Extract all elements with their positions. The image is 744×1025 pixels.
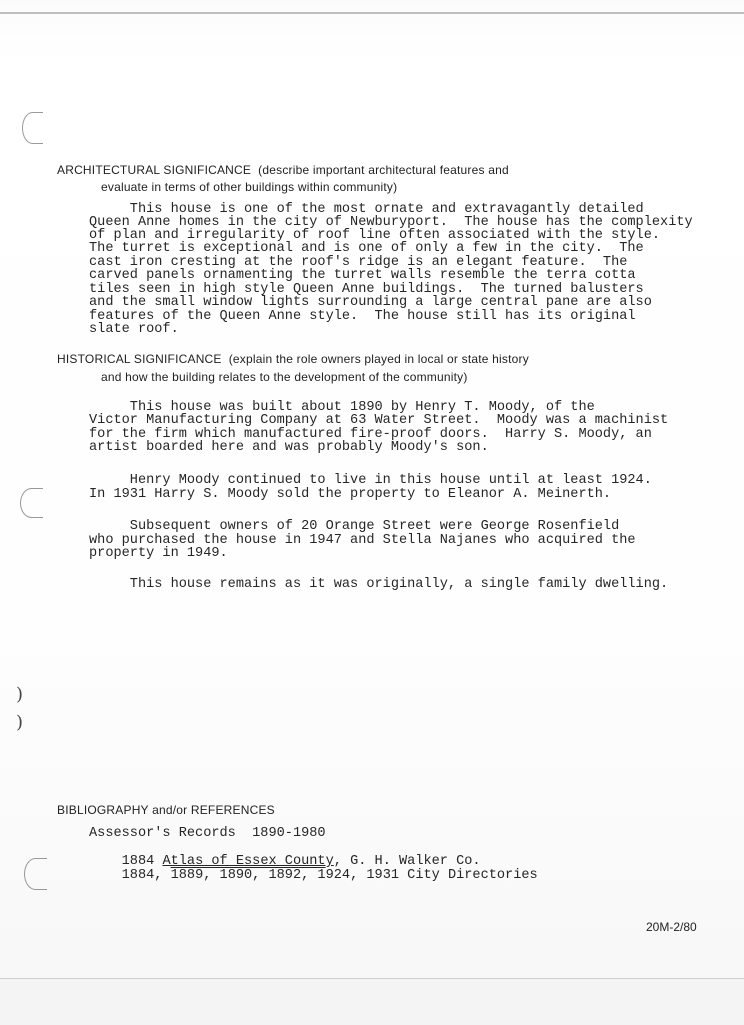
architectural-significance-subheading: evaluate in terms of other buildings within community) bbox=[101, 180, 398, 194]
top-rule bbox=[0, 12, 744, 14]
punch-hole-mark bbox=[24, 858, 47, 890]
historical-significance-heading: HISTORICAL SIGNIFICANCE (explain the role owners played in local or state history bbox=[57, 352, 529, 366]
text-line: Henry Moody continued to live in this house until at least 1924. bbox=[89, 473, 652, 488]
text-line: for the firm which manufactured fire-proof doors. Harry S. Moody, an bbox=[89, 427, 652, 442]
directories-rest: 924, 1931 City Directories bbox=[325, 868, 538, 884]
text-line: Subsequent owners of 20 Orange Street were George Rosenfield bbox=[89, 519, 620, 534]
atlas-publisher: , G. H. Walker Co. bbox=[333, 854, 481, 870]
margin-mark: ) bbox=[16, 712, 24, 733]
text-line: This house was built about 1890 by Henry T. Moody, of the bbox=[89, 400, 595, 415]
text-line: Queen Anne homes in the city of Newburyport. The house has the complexity bbox=[89, 215, 693, 230]
text-line: and the small window lights surrounding a large central pane are also bbox=[89, 295, 652, 310]
text-line: property in 1949. bbox=[89, 546, 228, 561]
historical-significance-subheading: and how the building relates to the development of the community) bbox=[101, 370, 468, 384]
page-bottom-edge bbox=[0, 978, 744, 1025]
punch-hole-mark bbox=[20, 488, 43, 518]
bibliography-line-directories bbox=[89, 855, 538, 898]
form-code: 20M-2/80 bbox=[646, 920, 697, 934]
bibliography-heading: BIBLIOGRAPHY and/or REFERENCES bbox=[57, 803, 275, 817]
directories-first-year: 1884, bbox=[121, 868, 171, 884]
text-line: carved panels ornamenting the turret walls resemble the terra cotta bbox=[89, 268, 636, 283]
margin-mark: ) bbox=[16, 684, 24, 705]
text-line: who purchased the house in 1947 and Stella Najanes who acquired the bbox=[89, 533, 636, 548]
text-line: features of the Queen Anne style. The house still has its original bbox=[89, 309, 636, 324]
text-line: slate roof. bbox=[89, 322, 179, 337]
text-line: artist boarded here and was probably Moody's son. bbox=[89, 440, 489, 455]
text-line: of plan and irregularity of roof line often associated with the style. bbox=[89, 228, 661, 243]
historical-paragraph-4: This house remains as it was originally, a single family dwelling. bbox=[89, 577, 669, 592]
text-line: The turret is exceptional and is one of only a few in the city. The bbox=[89, 241, 644, 256]
text-line: This house is one of the most ornate and extravagantly detailed bbox=[89, 202, 644, 217]
bibliography-line-assessor: Assessor's Records 1890-1980 bbox=[89, 826, 326, 841]
text-line: Victor Manufacturing Company at 63 Water Street. Moody was a machinist bbox=[89, 413, 669, 428]
punch-hole-mark bbox=[22, 112, 43, 144]
text-line: cast iron cresting at the roof's ridge is an elegant feature. The bbox=[89, 255, 628, 270]
architectural-significance-heading: ARCHITECTURAL SIGNIFICANCE (describe important architectural features and bbox=[57, 163, 509, 177]
text-line: In 1931 Harry S. Moody sold the property to Eleanor A. Meinerth. bbox=[89, 487, 612, 502]
atlas-year: 1884 bbox=[121, 854, 163, 870]
directories-years-overlined: 1889, 1890, 1892, 1 bbox=[170, 868, 326, 884]
atlas-title: Atlas of Essex County bbox=[162, 854, 334, 870]
text-line: tiles seen in high style Queen Anne buildings. The turned balusters bbox=[89, 282, 644, 297]
